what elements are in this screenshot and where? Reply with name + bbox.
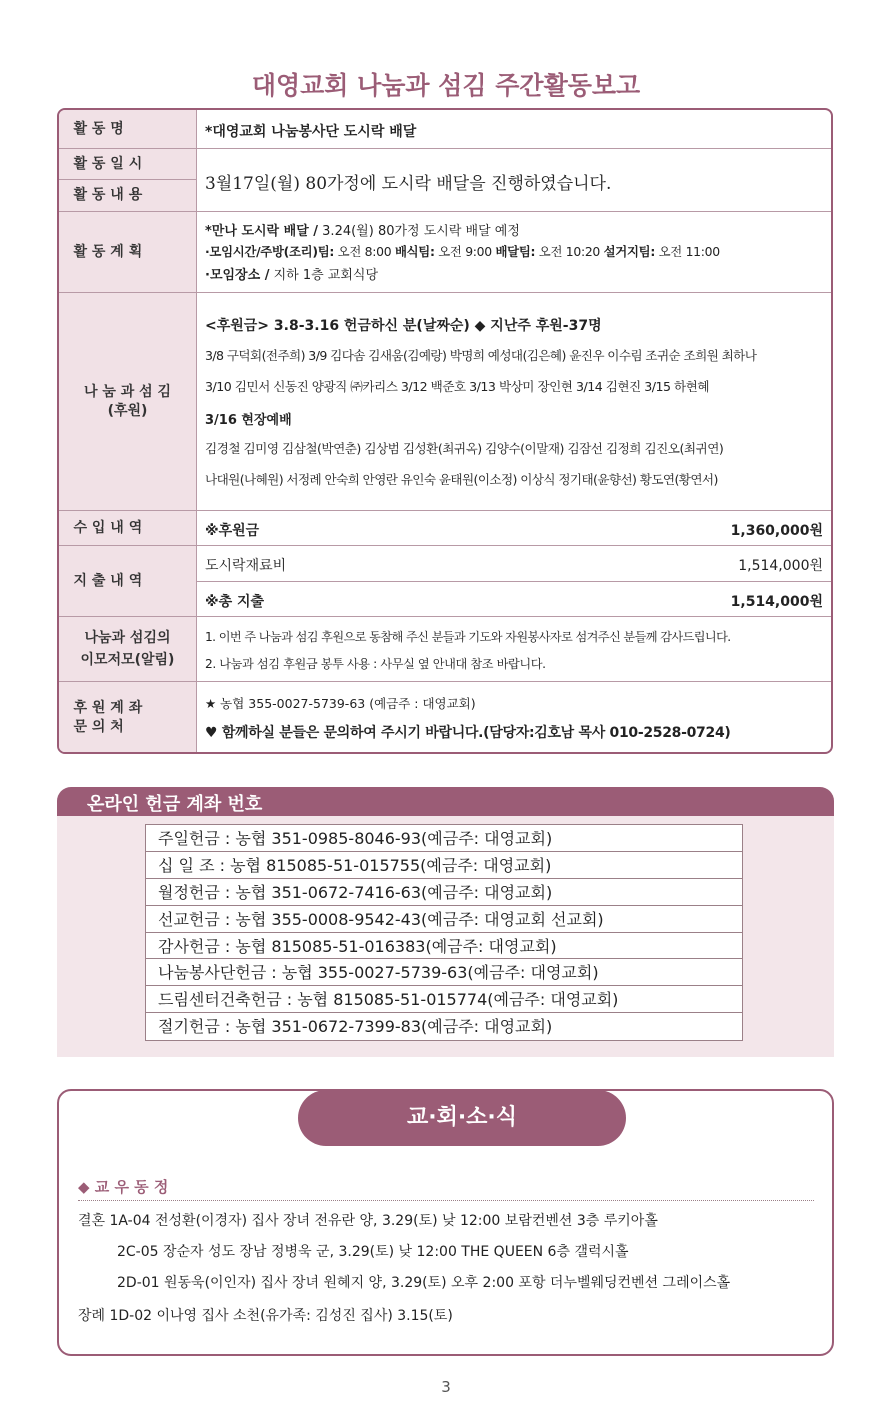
account-row: 절기헌금 : 농협 351-0672-7399-83(예금주: 대영교회)	[158, 1017, 553, 1037]
sharing-line-1: 3/8 구덕회(전주희) 3/9 김다솜 김새움(김예랑) 박명희 예성대(김은혜) 윤진우 이수림 조귀순 조희원 최하나	[205, 348, 757, 363]
online-offering-header	[57, 787, 834, 816]
plan-line-3-bold: ·모임장소 /	[205, 268, 270, 283]
sharing-line-2: 3/10 김민서 신동진 양광직 ㈜카리스 3/12 백준호 3/13 박상미 장인현 3/14 김현진 3/15 하현혜	[205, 379, 710, 394]
label-activity-plan	[59, 212, 196, 293]
plan-line-3	[205, 264, 823, 283]
expense-item: 도시락재료비	[205, 558, 287, 574]
label-activity-name	[59, 110, 196, 149]
account-row: 감사헌금 : 농협 815085-51-016383(예금주: 대영교회)	[146, 933, 742, 960]
row-activity-name	[59, 110, 831, 149]
income-amount: 1,360,000원	[730, 523, 823, 539]
plan-line-1-bold: *만나 도시락 배달 /	[205, 224, 319, 239]
plan-team-delivery: 배달팀:	[495, 244, 536, 259]
label-contact	[59, 682, 196, 754]
label-activity-content	[59, 180, 196, 211]
plan-line-3-text: 지하 1층 교회식당	[269, 268, 379, 283]
account-row: 드림센터건축헌금 : 농협 815085-51-015774(예금주: 대영교회)	[146, 986, 742, 1013]
news-item: 장례 1D-02 이나영 집사 소천(유가족: 김성진 집사) 3.15(토)	[78, 1308, 453, 1324]
plan-team-dishwashing: 설거지팀:	[603, 244, 655, 259]
plan-time: 오전 8:00	[334, 244, 395, 259]
plan-time: 오전 9:00	[434, 244, 496, 259]
account-row: 나눔봉사단헌금 : 농협 355-0027-5739-63(예금주: 대영교회)	[146, 959, 742, 986]
label-text: 나눔과 섬김의	[84, 629, 171, 646]
account-row: 주일헌금 : 농협 351-0985-8046-93(예금주: 대영교회)	[146, 825, 742, 852]
sharing-line-3: 3/16 현장예배	[205, 413, 292, 428]
income-item: ※후원금	[205, 523, 260, 539]
expense-amount: 1,514,000원	[738, 558, 823, 574]
label-text: 활 동 일 시	[73, 155, 143, 172]
church-news-title: 교·회·소·식	[298, 1090, 626, 1146]
label-text: 후 원 계 좌	[73, 700, 143, 717]
label-text: (후원)	[107, 403, 148, 419]
plan-time: 오전 10:20	[535, 244, 604, 259]
row-income	[59, 511, 831, 546]
plan-time: 오전 11:00	[654, 244, 720, 259]
plan-line-1	[205, 220, 823, 239]
label-text: 이모저모(알림)	[80, 651, 175, 668]
expense-total-label: ※총 지출	[205, 594, 265, 610]
row-activity-plan	[59, 212, 831, 293]
account-row: 월정헌금 : 농협 351-0672-7416-63(예금주: 대영교회)	[146, 879, 742, 906]
page-number: 3	[441, 1378, 451, 1396]
activity-name-value: *대영교회 나눔봉사단 도시락 배달	[205, 124, 417, 140]
label-text: 수 입 내 역	[73, 520, 143, 537]
page-title: 대영교회 나눔과 섬김 주간활동보고	[251, 71, 641, 100]
label-text: 활 동 명	[73, 121, 124, 138]
expense-total-amount: 1,514,000원	[730, 594, 823, 610]
news-item: 2D-01 원동욱(이인자) 집사 장녀 원혜지 양, 3.29(토) 오후 2:00 포항 더누벨웨딩컨벤션 그레이스홀	[117, 1275, 731, 1291]
sharing-header: <후원금> 3.8-3.16 헌금하신 분(날짜순) ◆ 지난주 후원-37명	[205, 318, 602, 334]
label-text: 활 동 계 획	[73, 244, 143, 261]
dotted-divider	[78, 1200, 814, 1201]
account-row: 십 일 조 : 농협 815085-51-015755(예금주: 대영교회)	[146, 852, 742, 879]
activity-datetime-value: 3월17일(월) 80가정에 도시락 배달을 진행하였습니다.	[205, 174, 612, 194]
label-text: 나 눔 과 섬 김	[83, 384, 172, 401]
row-activity-datetime	[59, 149, 831, 212]
label-sharing	[59, 293, 196, 511]
row-expense	[59, 546, 831, 617]
plan-line-1-text: 3.24(월) 80가정 도시락 배달 예정	[318, 224, 520, 239]
news-item: 2C-05 장순자 성도 장남 정병욱 군, 3.29(토) 낮 12:00 THE QUEEN 6층 갤럭시홀	[117, 1244, 629, 1260]
expense-divider	[196, 581, 831, 582]
online-accounts-table	[145, 824, 743, 1041]
contact-account: ★ 농협 355-0027-5739-63 (예금주 : 대영교회)	[205, 696, 476, 711]
online-offering-title: 온라인 헌금 계좌 번호	[87, 794, 263, 815]
plan-team-serving: 배식팀:	[394, 244, 435, 259]
plan-line-2	[205, 242, 823, 260]
notice-line-2: 2. 나눔과 섬김 후원금 봉투 사용 : 사무실 옆 안내대 참조 바랍니다.	[205, 657, 546, 671]
sharing-line-5: 나대원(나혜원) 서정례 안숙희 안영란 유인숙 윤태원(이소정) 이상식 정기태(윤향선) 황도연(황연서)	[205, 472, 718, 487]
label-text: 지 출 내 역	[73, 573, 143, 590]
row-contact	[59, 682, 831, 754]
news-item: 결혼 1A-04 전성환(이경자) 집사 장녀 전유란 양, 3.29(토) 낮 12:00 보람컨벤션 3층 루키아홀	[78, 1213, 658, 1229]
plan-team-kitchen: ·모임시간/주방(조리)팀:	[205, 244, 335, 259]
news-section-heading: ◆ 교 우 동 정	[78, 1178, 169, 1196]
notice-line-1: 1. 이번 주 나눔과 섬김 후원으로 동참해 주신 분들과 기도와 자원봉사자로 섬겨주신 분들께 감사드립니다.	[205, 630, 731, 644]
label-text: 활 동 내 용	[73, 187, 143, 204]
label-expense	[59, 546, 196, 617]
row-sharing	[59, 293, 831, 511]
label-notice	[59, 617, 196, 682]
label-text: 문 의 처	[73, 719, 124, 735]
activity-report-table	[57, 108, 833, 754]
sharing-line-4: 김경철 김미영 김삼철(박연춘) 김상범 김성환(최귀옥) 김양수(이말재) 김잠선 김정희 김진오(최귀연)	[205, 441, 724, 456]
label-income	[59, 511, 196, 546]
account-row: 선교헌금 : 농협 355-0008-9542-43(예금주: 대영교회 선교회)	[146, 906, 742, 933]
row-notice	[59, 617, 831, 682]
contact-inquiry: ♥ 함께하실 분들은 문의하여 주시기 바랍니다.(담당자:김호남 목사 010-2528-0724)	[205, 725, 731, 741]
label-activity-date	[59, 149, 196, 180]
